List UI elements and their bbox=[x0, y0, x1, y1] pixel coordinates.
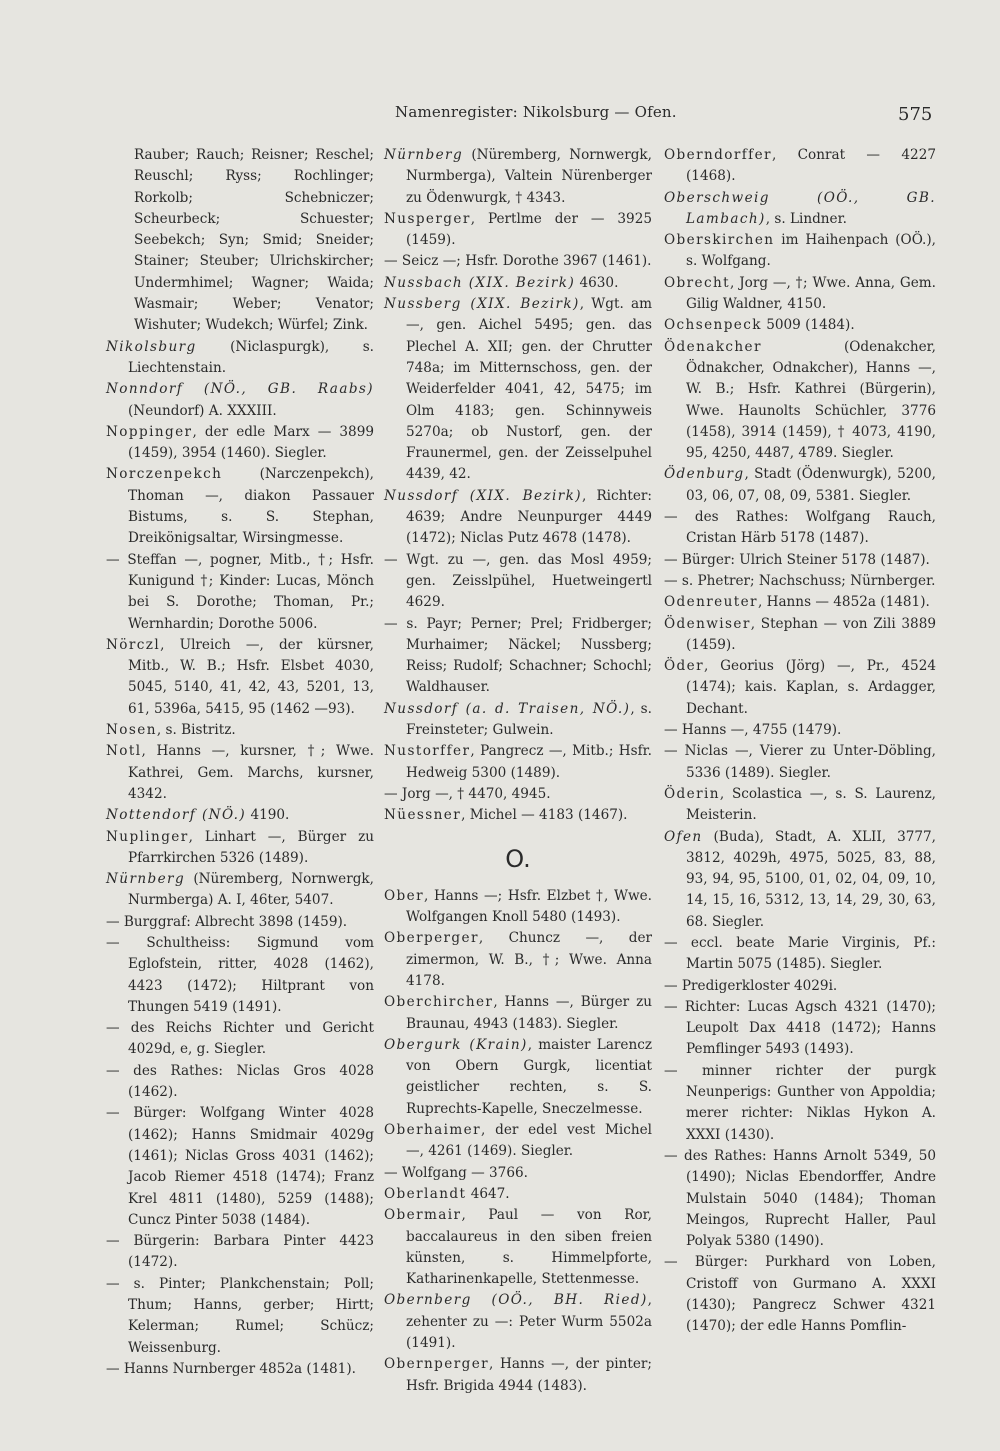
index-entry bbox=[106, 1274, 374, 1359]
index-entry bbox=[384, 1120, 652, 1163]
entry-headword: Nustorffer bbox=[384, 743, 471, 760]
index-entry bbox=[106, 1018, 374, 1061]
entry-text: , s. Bistritz. bbox=[156, 722, 236, 739]
entry-text: 4190. bbox=[246, 807, 290, 824]
entry-text: — des Rathes: Niclas Gros 4028 (1462). bbox=[106, 1062, 374, 1101]
entry-text: , Chuncz —, der zimermon, W. B., †; Wwe. Anna 4178. bbox=[406, 930, 652, 989]
entry-text: (Odenakcher, Ödnakcher, Odnakcher), Hanns —, W. B.; Hsfr. Kathrei (Bürgerin), Wwe. Haunolts Schüchler, 3776 (1458), 3914 (1459), † 4073, 4190, 95, 4250, 4487, 4789. Siegler. bbox=[686, 338, 936, 462]
entry-headword: Norczenpekch bbox=[106, 466, 223, 483]
entry-text: , Hanns — 4852a (1481). bbox=[757, 594, 930, 611]
index-entry bbox=[664, 656, 936, 720]
entry-text: , Ulreich —, der kürsner, Mitb., W. B.; Hsfr. Elsbet 4030, 5045, 5140, 41, 42, 43, 5201, 13, 61, 5396a, 5415, 95 (1462 —93). bbox=[128, 636, 374, 717]
entry-text: — Seicz —; Hsfr. Dorothe 3967 (1461). bbox=[384, 253, 652, 270]
entry-text: , der edle Marx — 3899 (1459), 3954 (1460). Siegler. bbox=[128, 423, 374, 462]
index-entry bbox=[384, 550, 652, 614]
entry-text: , s. Freinsteter; Gulwein. bbox=[406, 700, 652, 739]
entry-text: , Michel — 4183 (1467). bbox=[461, 807, 628, 824]
entry-text: , Georius (Jörg) —, Pr., 4524 (1474); kais. Kaplan, s. Ardagger, Dechant. bbox=[686, 658, 936, 717]
index-entry bbox=[664, 784, 936, 827]
page-number: 575 bbox=[898, 104, 933, 125]
entry-headword: Nottendorf (NÖ.) bbox=[106, 807, 247, 824]
index-entry bbox=[664, 464, 936, 507]
entry-text: — Bürger: Ulrich Steiner 5178 (1487). bbox=[664, 551, 930, 568]
index-entry bbox=[106, 422, 374, 465]
entry-text: — s. Pinter; Plankchenstain; Poll; Thum; Hanns, gerber; Hirtt; Kelerman; Rumel; Schücz; Weissenburg. bbox=[106, 1275, 374, 1356]
entry-headword: Oberhaimer bbox=[384, 1122, 482, 1139]
entry-text: — Steffan —, pogner, Mitb., †; Hsfr. Kunigund †; Kinder: Lucas, Mönch bei S. Dorothe; Thoman, Pr.; Wernhardin; Dorothe 5006. bbox=[106, 551, 374, 632]
entry-headword: Ochsenpeck bbox=[664, 317, 762, 334]
index-entry bbox=[384, 1354, 652, 1397]
index-entry bbox=[106, 869, 374, 912]
entry-text: , s. Lindner. bbox=[765, 210, 847, 227]
index-entry bbox=[106, 379, 374, 422]
index-entry bbox=[384, 1163, 652, 1184]
index-entry bbox=[384, 784, 652, 805]
index-entry bbox=[106, 635, 374, 720]
index-entry bbox=[664, 188, 936, 231]
entry-text: — eccl. beate Marie Virginis, Pf.: Martin 5075 (1485). Siegler. bbox=[664, 934, 936, 973]
entry-text: — Predigerkloster 4029i. bbox=[664, 977, 838, 994]
entry-text: — Wolfgang — 3766. bbox=[384, 1164, 528, 1181]
entry-text: — Bürger: Wolfgang Winter 4028 (1462); Hanns Smidmair 4029g (1461); Niclas Gross 4031 (1462); Jacob Riemer 4518 (1474); Franz Krel 4811 (1480), 5259 (1488); Cuncz Pinter 5038 (1484). bbox=[106, 1105, 374, 1228]
index-entry bbox=[106, 1061, 374, 1104]
index-entry bbox=[664, 273, 936, 316]
entry-text: (Buda), Stadt, A. XLII, 3777, 3812, 4029h, 4975, 5025, 83, 88, 93, 94, 95, 5100, 01, 02, 04, 09, 10, 14, 15, 16, 5312, 13, 14, 29, 30, 63, 68. Siegler. bbox=[686, 828, 936, 930]
entry-headword: Ödenwiser bbox=[664, 615, 751, 632]
entry-headword: Nussbach (XIX. Bezirk) bbox=[384, 274, 576, 291]
index-entry bbox=[664, 550, 936, 571]
entry-text: , Conrat — 4227 (1468). bbox=[686, 147, 936, 185]
index-entry bbox=[664, 337, 936, 465]
index-entry bbox=[384, 294, 652, 486]
entry-headword: Nusperger bbox=[384, 210, 471, 227]
column-1 bbox=[106, 145, 374, 1380]
index-entry bbox=[106, 337, 374, 380]
entry-headword: Oberlandt bbox=[384, 1185, 467, 1202]
column-3 bbox=[664, 145, 936, 1338]
entry-headword: Ober bbox=[384, 887, 424, 904]
index-entry bbox=[384, 1184, 652, 1205]
index-entry bbox=[664, 827, 936, 933]
entry-headword: Oberndorffer bbox=[664, 147, 772, 163]
entry-headword: Oberschweig (OÖ., GB. Lambach) bbox=[664, 189, 936, 227]
entry-headword: Nikolsburg bbox=[106, 338, 197, 355]
entry-text: — des Rathes: Hanns Arnolt 5349, 50 (1490); Niclas Ebendorffer, Andre Mulstain 5040 (1484); Thoman Meingos, Ruprecht Haller, Paul Polyak 5380 (1490). bbox=[664, 1147, 936, 1250]
index-entry bbox=[664, 571, 936, 592]
entry-headword: Nussdorf (XIX. Bezirk) bbox=[384, 487, 582, 504]
index-entry bbox=[106, 1231, 374, 1274]
entry-text: , Hanns —, der pinter; Hsfr. Brigida 4944 (1483). bbox=[406, 1356, 652, 1394]
index-entry bbox=[664, 741, 936, 784]
entry-text: — Wgt. zu —, gen. das Mosl 4959; gen. Zeisslpühel, Huetweingertl 4629. bbox=[384, 551, 652, 611]
column-2 bbox=[384, 145, 652, 1397]
entry-headword: Nussberg (XIX. Bezirk) bbox=[384, 296, 580, 313]
index-entry bbox=[106, 912, 374, 933]
index-entry bbox=[664, 1061, 936, 1146]
entry-text: (Narczenpekch), Thoman —, diakon Passauer Bistums, s. S. Stephan, Dreikönigsaltar, Wirsingmesse. bbox=[128, 466, 374, 547]
entry-headword: Obernberg (OÖ., BH. Ried) bbox=[384, 1292, 648, 1309]
entry-text: 4647. bbox=[466, 1185, 510, 1202]
index-entry bbox=[106, 827, 374, 870]
entry-text: , Paul — von Ror, baccalaureus in den siben freien künsten, s. Himmelpforte, Katharinenkapelle, Stettenmesse. bbox=[406, 1207, 652, 1288]
entry-text: , maister Larencz von Obern Gurgk, licentiat geistlicher rechten, s. S. Ruprechts-Kapelle, Sneczelmesse. bbox=[406, 1036, 652, 1117]
index-entry bbox=[384, 1290, 652, 1354]
index-entry bbox=[384, 1205, 652, 1290]
entry-headword: Nüessner bbox=[384, 807, 462, 824]
entry-headword: Öder bbox=[664, 658, 704, 675]
entry-headword: Oberskirchen bbox=[664, 232, 775, 249]
running-title: Namenregister: Nikolsburg — Ofen. bbox=[395, 103, 677, 121]
entry-text: — des Reichs Richter und Gericht 4029d, e, g. Siegler. bbox=[106, 1020, 374, 1058]
entry-headword: Ödenburg bbox=[664, 466, 745, 483]
entry-text: — minner richter der purgk Neunperigs: Gunther von Appoldia; merer richter: Niklas Hykon A. XXXI (1430). bbox=[664, 1062, 936, 1143]
entry-headword: Nürnberg bbox=[384, 147, 464, 163]
entry-headword: Obrecht bbox=[664, 274, 731, 291]
index-entry bbox=[664, 614, 936, 657]
entry-headword: Notl bbox=[106, 743, 142, 760]
entry-text: — s. Phetrer; Nachschuss; Nürnberger. bbox=[664, 572, 936, 589]
entry-text: , Pertlme der — 3925 (1459). bbox=[406, 210, 652, 249]
entry-text: , Scolastica —, s. S. Laurenz, Meisterin. bbox=[686, 785, 936, 824]
entry-text: — Schultheiss: Sigmund vom Eglofstein, ritter, 4028 (1462), 4423 (1472); Hiltprant von Thungen 5419 (1491). bbox=[106, 934, 374, 1015]
entry-text: — Jorg —, † 4470, 4945. bbox=[384, 785, 551, 802]
entry-text: — Bürger: Purkhard von Loben, Cristoff von Gurmano A. XXXI (1430); Pangrecz Schwer 4321 (1470); der edle Hanns Pomflin- bbox=[664, 1254, 936, 1335]
entry-text: , Richter: 4639; Andre Neunpurger 4449 (1472); Niclas Putz 4678 (1478). bbox=[406, 487, 652, 547]
index-entry bbox=[664, 507, 936, 550]
index-entry bbox=[384, 614, 652, 699]
entry-text: — s. Payr; Perner; Prel; Fridberger; Murhaimer; Näckel; Nussberg; Reiss; Rudolf; Schachner; Schochl; Waldhauser. bbox=[384, 615, 652, 696]
entry-text: , Pangrecz —, Mitb.; Hsfr. Hedweig 5300 (1489). bbox=[406, 743, 652, 781]
entry-text: , zehenter zu —: Peter Wurm 5502a (1491). bbox=[406, 1292, 652, 1352]
entry-text: , Hanns —, Bürger zu Braunau, 4943 (1483). Siegler. bbox=[406, 994, 652, 1032]
entry-text: , Hanns —; Hsfr. Elzbet †, Wwe. Wolfgangen Knoll 5480 (1493). bbox=[406, 887, 652, 926]
entry-text: , Wgt. am —, gen. Aichel 5495; gen. das Plechel A. XII; gen. der Chrutter 748a; im Mitternschoss, gen. der Weiderfelder 4041, 42, 5475; im Olm 4183; gen. Schinnyweis 5270a; ob Nustorf, gen. der Fraunermel, gen. der Zeisselpuhel 4439, 42. bbox=[406, 296, 652, 483]
entry-headword: Ödenakcher bbox=[664, 338, 762, 355]
entry-headword: Nussdorf (a. d. Traisen, NÖ.) bbox=[384, 700, 631, 717]
entry-headword: Nuplinger bbox=[106, 828, 189, 845]
entry-text: — Hanns —, 4755 (1479). bbox=[664, 722, 842, 739]
entry-headword: Odenreuter bbox=[664, 594, 758, 611]
entry-text: im Haihenpach (OÖ.), s. Wolfgang. bbox=[686, 232, 936, 270]
index-entry bbox=[664, 1252, 936, 1337]
index-entry bbox=[384, 486, 652, 550]
index-entry bbox=[106, 805, 374, 826]
index-entry bbox=[106, 550, 374, 635]
index-entry bbox=[664, 976, 936, 997]
index-entry bbox=[106, 933, 374, 1018]
index-entry bbox=[384, 805, 652, 826]
index-entry bbox=[106, 741, 374, 805]
entry-headword: Nörczl bbox=[106, 636, 161, 653]
entry-text: 5009 (1484). bbox=[761, 317, 855, 334]
entry-text: (Nüremberg, Nornwergk, Nurmberga) A. I, 46ter, 5407. bbox=[128, 871, 374, 909]
index-entry bbox=[384, 699, 652, 742]
index-entry bbox=[384, 273, 652, 294]
entry-text: 4630. bbox=[575, 274, 619, 291]
index-entry bbox=[384, 992, 652, 1035]
index-entry bbox=[664, 1146, 936, 1252]
entry-text: , Stadt (Ödenwurgk), 5200, 03, 06, 07, 08, 09, 5381. Siegler. bbox=[686, 466, 936, 504]
entry-headword: Ofen bbox=[664, 828, 703, 845]
entry-text: , Linhart —, Bürger zu Pfarrkirchen 5326 (1489). bbox=[128, 828, 374, 866]
entry-text: — Niclas —, Vierer zu Unter-Döbling, 5336 (1489). Siegler. bbox=[664, 743, 936, 781]
entry-headword: Obernperger bbox=[384, 1356, 490, 1373]
index-entry bbox=[384, 251, 652, 272]
section-letter: O. bbox=[505, 844, 531, 873]
entry-headword: Nonndorf (NÖ., GB. Raabs) bbox=[106, 381, 374, 398]
entry-text: — Hanns Nurnberger 4852a (1481). bbox=[106, 1360, 356, 1377]
index-entry bbox=[106, 1103, 374, 1231]
entry-text: — Burggraf: Albrecht 3898 (1459). bbox=[106, 913, 348, 930]
index-entry bbox=[664, 592, 936, 613]
index-entry bbox=[384, 741, 652, 784]
index-entry bbox=[106, 1359, 374, 1380]
entry-text: , Hanns —, kursner, †; Wwe. Kathrei, Gem. Marchs, kursner, 4342. bbox=[128, 743, 374, 802]
entry-headword: Noppinger bbox=[106, 423, 193, 440]
entry-headword: Nürnberg bbox=[106, 871, 186, 888]
index-entry bbox=[384, 1035, 652, 1120]
index-entry bbox=[384, 145, 652, 209]
entry-text: (Nüremberg, Nornwergk, Nurmberga), Valtein Nürenberger zu Ödenwurgk, † 4343. bbox=[406, 147, 652, 206]
entry-headword: Obergurk (Krain) bbox=[384, 1036, 528, 1053]
index-entry bbox=[664, 230, 936, 273]
entry-text: , Jorg —, †; Wwe. Anna, Gem. Gilig Waldner, 4150. bbox=[686, 274, 936, 313]
index-entry bbox=[384, 928, 652, 992]
entry-text: (Niclaspurgk), s. Liechtenstain. bbox=[128, 338, 374, 376]
entry-text: — Richter: Lucas Agsch 4321 (1470); Leupolt Dax 4418 (1472); Hanns Pemflinger 5493 (1493). bbox=[664, 998, 936, 1058]
entry-text: , Stephan — von Zili 3889 (1459). bbox=[686, 615, 936, 653]
index-entry bbox=[664, 720, 936, 741]
index-entry bbox=[664, 315, 936, 336]
entry-text: (Neundorf) A. XXXIII. bbox=[128, 402, 277, 419]
index-entry bbox=[106, 464, 374, 549]
index-entry bbox=[106, 720, 374, 741]
entry-text: — Bürgerin: Barbara Pinter 4423 (1472). bbox=[106, 1233, 374, 1271]
entry-headword: Oberchircher bbox=[384, 994, 494, 1011]
entry-text: — des Rathes: Wolfgang Rauch, Cristan Härb 5178 (1487). bbox=[664, 509, 936, 547]
entry-text: Rauber; Rauch; Reisner; Reschel; Reuschl; Ryss; Rochlinger; Rorkolb; Schebniczer; Scheurbeck; Schuester; Seebekch; Syn; Smid; Sneider; Stainer; Steuber; Ulrichskircher; Undermhimel; Wagner; Waida; Wasmair; Weber; Venator; Wishuter; Wudekch; Würfel; Zink. bbox=[134, 147, 374, 334]
index-entry bbox=[664, 145, 936, 188]
index-entry bbox=[384, 886, 652, 929]
entry-headword: Obermair bbox=[384, 1207, 462, 1224]
entry-headword: Nosen bbox=[106, 722, 157, 739]
entry-text: , der edel vest Michel —, 4261 (1469). Siegler. bbox=[406, 1122, 652, 1160]
index-entry bbox=[384, 209, 652, 252]
entry-headword: Oberperger bbox=[384, 930, 479, 947]
index-entry bbox=[106, 145, 374, 337]
entry-headword: Öderin bbox=[664, 785, 720, 802]
index-entry bbox=[664, 997, 936, 1061]
index-entry bbox=[664, 933, 936, 976]
